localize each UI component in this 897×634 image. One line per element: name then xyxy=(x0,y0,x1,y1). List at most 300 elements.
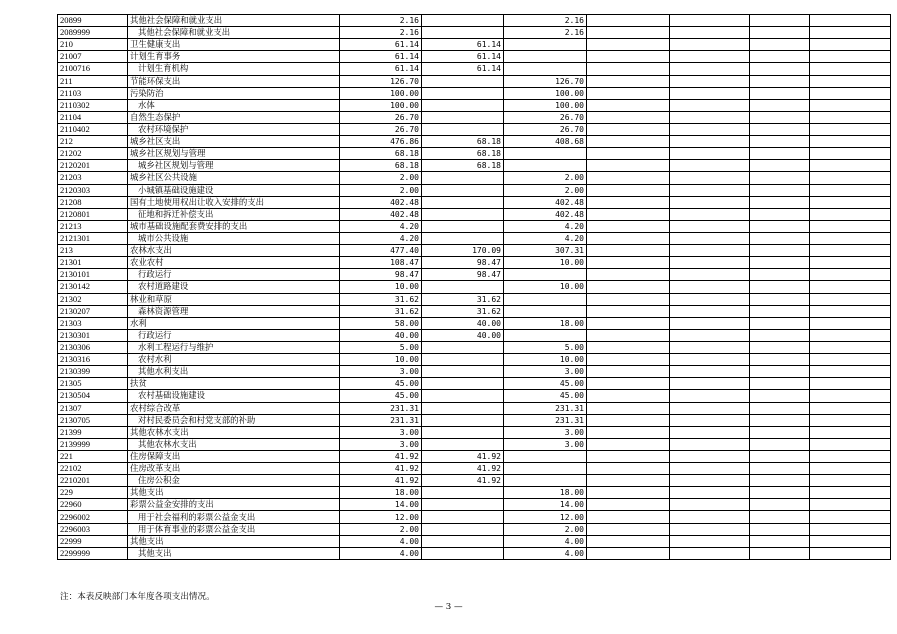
cell-project-expenditure: 3.00 xyxy=(504,438,587,450)
cell-empty xyxy=(810,51,891,63)
cell-project-expenditure: 12.00 xyxy=(504,511,587,523)
cell-basic-expenditure: 61.14 xyxy=(422,63,504,75)
cell-subject-name: 其他社会保障和就业支出 xyxy=(128,27,340,39)
cell-total: 476.86 xyxy=(340,136,422,148)
cell-empty xyxy=(810,305,891,317)
cell-subject-name: 林业和草原 xyxy=(128,293,340,305)
cell-total: 26.70 xyxy=(340,111,422,123)
cell-total: 98.47 xyxy=(340,269,422,281)
cell-empty xyxy=(810,366,891,378)
expenditure-table-container xyxy=(57,14,890,560)
cell-subject-name: 行政运行 xyxy=(128,329,340,341)
cell-empty xyxy=(587,160,670,172)
cell-empty xyxy=(587,184,670,196)
cell-total: 40.00 xyxy=(340,329,422,341)
cell-subject-name: 农林水支出 xyxy=(128,245,340,257)
cell-total: 4.00 xyxy=(340,547,422,559)
cell-basic-expenditure xyxy=(422,111,504,123)
cell-empty xyxy=(670,535,750,547)
cell-project-expenditure: 4.00 xyxy=(504,547,587,559)
cell-subject-code: 20899 xyxy=(58,15,128,27)
cell-empty xyxy=(670,463,750,475)
cell-empty xyxy=(670,402,750,414)
cell-basic-expenditure: 61.14 xyxy=(422,39,504,51)
cell-empty xyxy=(750,281,810,293)
cell-empty xyxy=(587,51,670,63)
cell-empty xyxy=(670,208,750,220)
cell-basic-expenditure xyxy=(422,378,504,390)
table-row xyxy=(58,523,891,535)
cell-total: 68.18 xyxy=(340,148,422,160)
table-note: 注：本表反映部门本年度各项支出情况。 xyxy=(60,592,215,602)
cell-subject-name: 计划生育事务 xyxy=(128,51,340,63)
cell-project-expenditure: 4.20 xyxy=(504,232,587,244)
cell-total: 14.00 xyxy=(340,499,422,511)
cell-empty xyxy=(810,39,891,51)
cell-subject-name: 国有土地使用权出让收入安排的支出 xyxy=(128,196,340,208)
cell-total: 5.00 xyxy=(340,341,422,353)
cell-empty xyxy=(810,317,891,329)
cell-empty xyxy=(750,463,810,475)
cell-project-expenditure: 231.31 xyxy=(504,402,587,414)
cell-basic-expenditure xyxy=(422,547,504,559)
cell-empty xyxy=(670,75,750,87)
table-row xyxy=(58,487,891,499)
cell-subject-name: 小城镇基础设施建设 xyxy=(128,184,340,196)
cell-total: 68.18 xyxy=(340,160,422,172)
cell-basic-expenditure: 40.00 xyxy=(422,317,504,329)
cell-empty xyxy=(810,75,891,87)
table-row xyxy=(58,220,891,232)
table-row xyxy=(58,208,891,220)
cell-subject-code: 211 xyxy=(58,75,128,87)
table-row xyxy=(58,184,891,196)
cell-basic-expenditure xyxy=(422,523,504,535)
cell-project-expenditure: 14.00 xyxy=(504,499,587,511)
cell-project-expenditure: 402.48 xyxy=(504,196,587,208)
cell-empty xyxy=(810,535,891,547)
cell-empty xyxy=(810,172,891,184)
cell-empty xyxy=(587,148,670,160)
cell-empty xyxy=(810,63,891,75)
cell-total: 126.70 xyxy=(340,75,422,87)
cell-empty xyxy=(750,487,810,499)
cell-basic-expenditure xyxy=(422,487,504,499)
cell-empty xyxy=(587,317,670,329)
cell-subject-name: 其他农林水支出 xyxy=(128,426,340,438)
cell-project-expenditure: 10.00 xyxy=(504,257,587,269)
cell-project-expenditure: 3.00 xyxy=(504,426,587,438)
cell-project-expenditure: 100.00 xyxy=(504,87,587,99)
cell-empty xyxy=(810,293,891,305)
cell-basic-expenditure xyxy=(422,438,504,450)
table-row xyxy=(58,438,891,450)
cell-project-expenditure xyxy=(504,51,587,63)
cell-subject-name: 节能环保支出 xyxy=(128,75,340,87)
cell-empty xyxy=(750,450,810,462)
table-row xyxy=(58,148,891,160)
cell-basic-expenditure: 61.14 xyxy=(422,51,504,63)
cell-subject-name: 城市基础设施配套费安排的支出 xyxy=(128,220,340,232)
cell-subject-code: 2296002 xyxy=(58,511,128,523)
cell-basic-expenditure xyxy=(422,499,504,511)
cell-project-expenditure: 402.48 xyxy=(504,208,587,220)
cell-subject-name: 扶贫 xyxy=(128,378,340,390)
cell-basic-expenditure xyxy=(422,281,504,293)
cell-empty xyxy=(670,329,750,341)
table-row xyxy=(58,172,891,184)
cell-project-expenditure xyxy=(504,160,587,172)
expenditure-table xyxy=(57,14,891,560)
cell-basic-expenditure xyxy=(422,511,504,523)
cell-subject-code: 221 xyxy=(58,450,128,462)
cell-total: 3.00 xyxy=(340,438,422,450)
cell-subject-code: 22102 xyxy=(58,463,128,475)
cell-empty xyxy=(670,511,750,523)
cell-subject-code: 210 xyxy=(58,39,128,51)
cell-empty xyxy=(810,426,891,438)
cell-project-expenditure: 307.31 xyxy=(504,245,587,257)
cell-basic-expenditure xyxy=(422,27,504,39)
cell-subject-name: 森林资源管理 xyxy=(128,305,340,317)
cell-empty xyxy=(587,245,670,257)
cell-subject-name: 其他社会保障和就业支出 xyxy=(128,15,340,27)
cell-basic-expenditure: 68.18 xyxy=(422,160,504,172)
cell-empty xyxy=(750,329,810,341)
table-row xyxy=(58,305,891,317)
page-number: — 3 — xyxy=(434,602,463,612)
cell-empty xyxy=(670,547,750,559)
cell-basic-expenditure: 31.62 xyxy=(422,305,504,317)
cell-subject-code: 2130705 xyxy=(58,414,128,426)
cell-total: 18.00 xyxy=(340,487,422,499)
cell-project-expenditure: 2.16 xyxy=(504,27,587,39)
cell-subject-code: 2296003 xyxy=(58,523,128,535)
cell-total: 10.00 xyxy=(340,354,422,366)
cell-subject-code: 21103 xyxy=(58,87,128,99)
cell-empty xyxy=(670,196,750,208)
cell-project-expenditure: 10.00 xyxy=(504,354,587,366)
cell-subject-name: 城乡社区规划与管理 xyxy=(128,148,340,160)
table-row xyxy=(58,51,891,63)
cell-subject-code: 2120303 xyxy=(58,184,128,196)
cell-empty xyxy=(670,426,750,438)
cell-empty xyxy=(750,232,810,244)
table-row xyxy=(58,463,891,475)
cell-total: 61.14 xyxy=(340,39,422,51)
cell-project-expenditure: 18.00 xyxy=(504,317,587,329)
cell-empty xyxy=(587,378,670,390)
cell-empty xyxy=(810,463,891,475)
cell-empty xyxy=(670,63,750,75)
table-row xyxy=(58,426,891,438)
cell-basic-expenditure: 68.18 xyxy=(422,148,504,160)
cell-subject-name: 住房公积金 xyxy=(128,475,340,487)
cell-project-expenditure xyxy=(504,63,587,75)
cell-empty xyxy=(670,269,750,281)
cell-basic-expenditure xyxy=(422,172,504,184)
cell-empty xyxy=(810,523,891,535)
cell-empty xyxy=(670,111,750,123)
cell-basic-expenditure xyxy=(422,87,504,99)
cell-empty xyxy=(750,111,810,123)
cell-subject-code: 2130142 xyxy=(58,281,128,293)
cell-empty xyxy=(587,305,670,317)
cell-empty xyxy=(810,99,891,111)
cell-basic-expenditure xyxy=(422,535,504,547)
cell-empty xyxy=(670,499,750,511)
cell-project-expenditure xyxy=(504,475,587,487)
cell-empty xyxy=(810,111,891,123)
cell-project-expenditure: 2.16 xyxy=(504,15,587,27)
cell-subject-code: 2110402 xyxy=(58,123,128,135)
cell-subject-name: 水体 xyxy=(128,99,340,111)
cell-empty xyxy=(810,257,891,269)
cell-empty xyxy=(587,269,670,281)
cell-empty xyxy=(670,15,750,27)
cell-subject-name: 计划生育机构 xyxy=(128,63,340,75)
table-row xyxy=(58,414,891,426)
cell-project-expenditure: 2.00 xyxy=(504,184,587,196)
table-body xyxy=(58,15,891,560)
cell-subject-name: 行政运行 xyxy=(128,269,340,281)
table-row xyxy=(58,366,891,378)
cell-empty xyxy=(750,99,810,111)
cell-empty xyxy=(587,220,670,232)
table-row xyxy=(58,123,891,135)
cell-empty xyxy=(810,160,891,172)
cell-empty xyxy=(587,438,670,450)
cell-subject-name: 彩票公益金安排的支出 xyxy=(128,499,340,511)
cell-empty xyxy=(810,184,891,196)
cell-basic-expenditure: 31.62 xyxy=(422,293,504,305)
cell-empty xyxy=(587,15,670,27)
cell-empty xyxy=(670,317,750,329)
cell-empty xyxy=(587,111,670,123)
cell-subject-name: 城乡社区公共设施 xyxy=(128,172,340,184)
table-row xyxy=(58,547,891,559)
table-row xyxy=(58,402,891,414)
cell-subject-code: 2121301 xyxy=(58,232,128,244)
cell-project-expenditure: 100.00 xyxy=(504,99,587,111)
cell-empty xyxy=(670,523,750,535)
cell-subject-name: 农村道路建设 xyxy=(128,281,340,293)
cell-subject-code: 21399 xyxy=(58,426,128,438)
cell-subject-code: 21213 xyxy=(58,220,128,232)
cell-empty xyxy=(587,87,670,99)
cell-subject-code: 212 xyxy=(58,136,128,148)
table-row xyxy=(58,39,891,51)
cell-empty xyxy=(810,269,891,281)
cell-empty xyxy=(587,547,670,559)
cell-empty xyxy=(810,378,891,390)
cell-total: 31.62 xyxy=(340,293,422,305)
cell-subject-name: 水利工程运行与维护 xyxy=(128,341,340,353)
cell-empty xyxy=(670,390,750,402)
cell-empty xyxy=(670,341,750,353)
table-row xyxy=(58,111,891,123)
cell-basic-expenditure xyxy=(422,426,504,438)
cell-project-expenditure: 4.20 xyxy=(504,220,587,232)
cell-empty xyxy=(750,523,810,535)
cell-subject-code: 2130504 xyxy=(58,390,128,402)
cell-empty xyxy=(670,293,750,305)
cell-empty xyxy=(810,15,891,27)
cell-subject-name: 农业农村 xyxy=(128,257,340,269)
cell-empty xyxy=(587,232,670,244)
cell-empty xyxy=(810,547,891,559)
cell-subject-code: 21007 xyxy=(58,51,128,63)
cell-empty xyxy=(750,75,810,87)
cell-empty xyxy=(750,317,810,329)
cell-total: 402.48 xyxy=(340,208,422,220)
cell-project-expenditure: 26.70 xyxy=(504,111,587,123)
cell-subject-code: 21202 xyxy=(58,148,128,160)
cell-empty xyxy=(587,499,670,511)
cell-subject-code: 21303 xyxy=(58,317,128,329)
cell-empty xyxy=(587,123,670,135)
cell-empty xyxy=(750,438,810,450)
table-row xyxy=(58,63,891,75)
cell-empty xyxy=(670,232,750,244)
cell-project-expenditure xyxy=(504,293,587,305)
cell-empty xyxy=(750,196,810,208)
cell-subject-code: 2130101 xyxy=(58,269,128,281)
cell-empty xyxy=(810,487,891,499)
cell-empty xyxy=(670,281,750,293)
cell-total: 4.20 xyxy=(340,232,422,244)
cell-empty xyxy=(587,39,670,51)
cell-project-expenditure: 2.00 xyxy=(504,172,587,184)
cell-basic-expenditure: 40.00 xyxy=(422,329,504,341)
cell-subject-code: 21301 xyxy=(58,257,128,269)
cell-basic-expenditure xyxy=(422,184,504,196)
cell-total: 61.14 xyxy=(340,51,422,63)
table-row xyxy=(58,378,891,390)
cell-empty xyxy=(587,341,670,353)
cell-basic-expenditure xyxy=(422,354,504,366)
cell-empty xyxy=(750,245,810,257)
cell-basic-expenditure xyxy=(422,15,504,27)
cell-empty xyxy=(750,293,810,305)
cell-total: 100.00 xyxy=(340,87,422,99)
cell-empty xyxy=(587,535,670,547)
cell-empty xyxy=(587,196,670,208)
cell-empty xyxy=(750,414,810,426)
cell-empty xyxy=(587,487,670,499)
cell-empty xyxy=(670,450,750,462)
cell-empty xyxy=(810,329,891,341)
cell-empty xyxy=(670,414,750,426)
cell-project-expenditure xyxy=(504,329,587,341)
cell-empty xyxy=(810,208,891,220)
cell-empty xyxy=(587,208,670,220)
cell-project-expenditure: 408.68 xyxy=(504,136,587,148)
cell-empty xyxy=(750,475,810,487)
cell-empty xyxy=(670,136,750,148)
cell-empty xyxy=(587,136,670,148)
table-row xyxy=(58,281,891,293)
cell-total: 2.00 xyxy=(340,523,422,535)
cell-project-expenditure: 3.00 xyxy=(504,366,587,378)
cell-empty xyxy=(810,123,891,135)
cell-empty xyxy=(750,402,810,414)
cell-total: 3.00 xyxy=(340,366,422,378)
cell-empty xyxy=(810,136,891,148)
cell-total: 31.62 xyxy=(340,305,422,317)
cell-basic-expenditure xyxy=(422,414,504,426)
cell-subject-code: 2130316 xyxy=(58,354,128,366)
cell-basic-expenditure xyxy=(422,208,504,220)
cell-subject-name: 城乡社区支出 xyxy=(128,136,340,148)
cell-basic-expenditure: 98.47 xyxy=(422,257,504,269)
cell-empty xyxy=(587,75,670,87)
cell-basic-expenditure: 41.92 xyxy=(422,450,504,462)
cell-basic-expenditure xyxy=(422,366,504,378)
cell-empty xyxy=(750,39,810,51)
cell-subject-code: 22960 xyxy=(58,499,128,511)
table-row xyxy=(58,390,891,402)
table-row xyxy=(58,511,891,523)
cell-empty xyxy=(810,220,891,232)
cell-subject-name: 卫生健康支出 xyxy=(128,39,340,51)
cell-empty xyxy=(587,402,670,414)
cell-empty xyxy=(670,220,750,232)
cell-empty xyxy=(750,172,810,184)
cell-total: 61.14 xyxy=(340,63,422,75)
table-row xyxy=(58,15,891,27)
cell-subject-name: 对村民委员会和村党支部的补助 xyxy=(128,414,340,426)
cell-empty xyxy=(750,257,810,269)
cell-total: 402.48 xyxy=(340,196,422,208)
cell-empty xyxy=(587,257,670,269)
cell-basic-expenditure xyxy=(422,123,504,135)
cell-empty xyxy=(587,27,670,39)
table-row xyxy=(58,75,891,87)
cell-empty xyxy=(810,450,891,462)
cell-basic-expenditure: 98.47 xyxy=(422,269,504,281)
cell-empty xyxy=(750,426,810,438)
cell-empty xyxy=(670,148,750,160)
cell-empty xyxy=(810,438,891,450)
cell-subject-name: 其他支出 xyxy=(128,487,340,499)
cell-project-expenditure: 126.70 xyxy=(504,75,587,87)
cell-total: 2.16 xyxy=(340,27,422,39)
cell-empty xyxy=(810,148,891,160)
cell-empty xyxy=(750,63,810,75)
cell-subject-name: 其他支出 xyxy=(128,547,340,559)
cell-empty xyxy=(670,475,750,487)
table-row xyxy=(58,196,891,208)
cell-total: 41.92 xyxy=(340,463,422,475)
table-row xyxy=(58,99,891,111)
table-row xyxy=(58,354,891,366)
cell-empty xyxy=(750,87,810,99)
table-row xyxy=(58,87,891,99)
cell-total: 26.70 xyxy=(340,123,422,135)
cell-project-expenditure xyxy=(504,305,587,317)
cell-total: 45.00 xyxy=(340,390,422,402)
cell-empty xyxy=(810,414,891,426)
cell-empty xyxy=(670,245,750,257)
table-row xyxy=(58,257,891,269)
cell-project-expenditure xyxy=(504,463,587,475)
cell-empty xyxy=(750,511,810,523)
cell-empty xyxy=(750,269,810,281)
cell-basic-expenditure: 41.92 xyxy=(422,463,504,475)
cell-empty xyxy=(587,293,670,305)
cell-empty xyxy=(587,366,670,378)
